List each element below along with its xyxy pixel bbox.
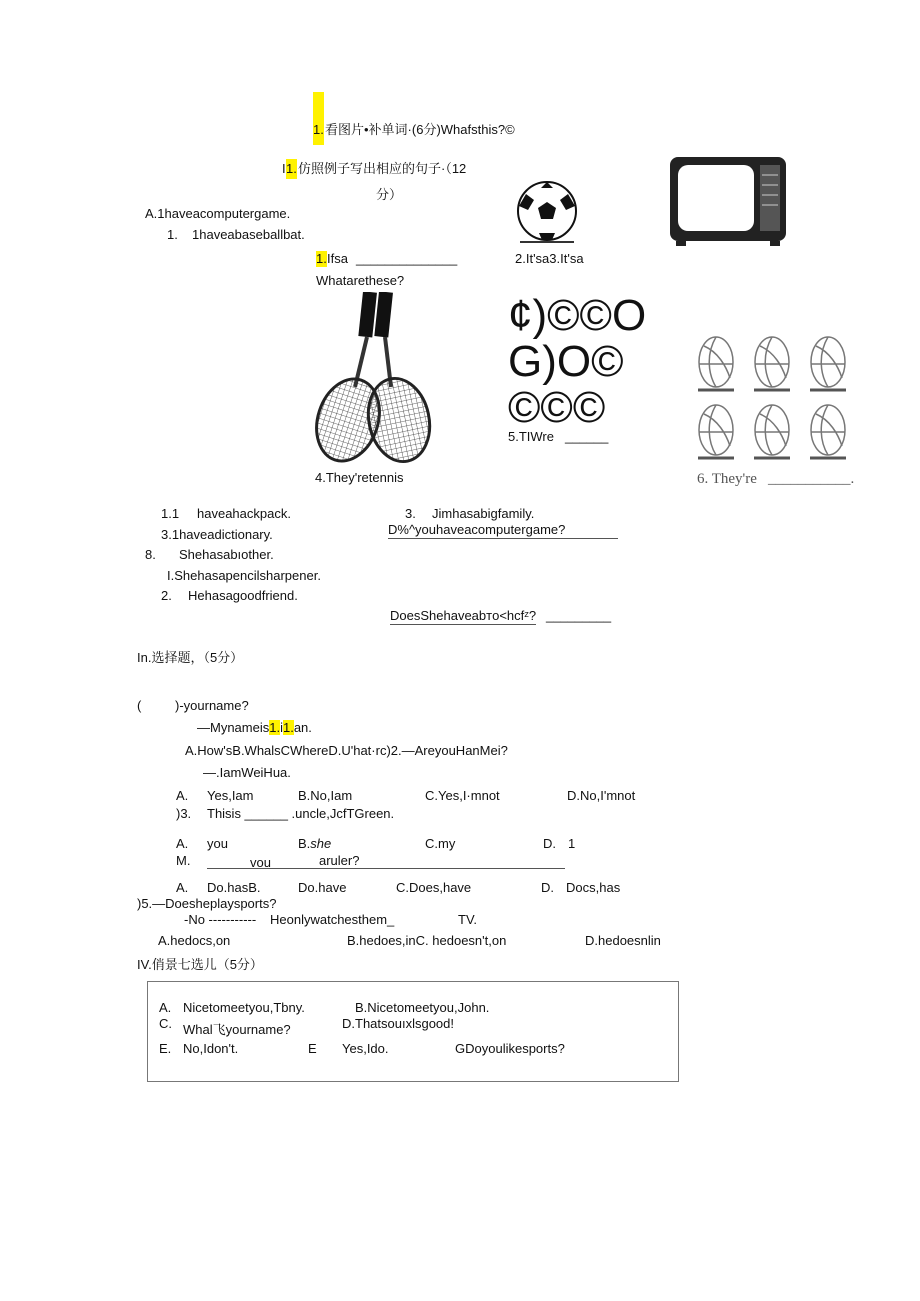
rewrite-1: haveahackpack. (197, 506, 291, 521)
rewrite-3-num: 8. (145, 547, 156, 562)
box-b: B.Nicetomeetyou,John. (355, 1000, 490, 1015)
rewrite-r3-blank[interactable]: _________ (546, 608, 612, 623)
soccer-ball-image (514, 180, 580, 246)
box-a-label: A. (159, 1000, 172, 1015)
mc-q4-opt-a[interactable]: Do.hasB. (207, 880, 261, 895)
mc-q5: )5.—Doesheplaysports? (137, 896, 277, 911)
mc-q5-answer-2: Heonlywatchesthem_ (270, 912, 395, 927)
q1-blank[interactable]: ______________ (356, 251, 458, 266)
rewrite-5: Hehasagoodfriend. (188, 588, 298, 603)
rewrite-r1: Jimhasabigfamily. (432, 506, 535, 521)
tv-image (668, 155, 790, 247)
mc-q4-opt-b[interactable]: Do.have (298, 880, 347, 895)
section2-title: 仿照例子写出相应的句子·（12 (298, 161, 467, 176)
mc-q3-opt-d[interactable]: 1 (568, 836, 576, 851)
q1-text: Ifsa (327, 251, 348, 266)
basketballs-image (696, 334, 856, 466)
mc-q3-opt-label: A. (176, 836, 189, 851)
q5-text: 5.TIWre (508, 429, 554, 444)
box-f: Yes,Ido. (342, 1041, 389, 1056)
box-c: Whal飞yourname? (183, 1022, 291, 1037)
mc-q2-opt-c[interactable]: C.Yes,I·mnot (425, 788, 500, 803)
mc-q4-rest: aruler? (319, 853, 360, 868)
rewrite-2: 3.1haveadictionary. (161, 527, 273, 542)
mc-q2-opt-d[interactable]: D.No,I'mnot (567, 788, 636, 803)
mc-q4-you: vou (250, 855, 271, 870)
rewrite-r3[interactable]: DoesShehaveabтo<hcfᶻ? (390, 608, 537, 623)
section4-title: IV.俏景七选儿（5分） (137, 957, 263, 972)
mc-q5-tv: TV. (458, 912, 478, 927)
section3-title: In.选择题，（5分） (137, 650, 244, 665)
mc-q2-answer: —.IamWeiHua. (203, 765, 291, 780)
symbols-row-3: ©©© (508, 383, 606, 432)
rewrite-r2[interactable]: D%^youhaveacomputergame? (388, 522, 618, 539)
mc-q5-answer: -No ----------- (184, 912, 260, 927)
example-1: 1haveabaseballbat. (192, 227, 305, 242)
mc-q1: )-yourname? (175, 698, 249, 713)
what-are-these: Whatarethese? (316, 273, 405, 288)
opt-b-text: she (310, 836, 332, 851)
box-g: GDoyoulikesports? (455, 1041, 565, 1056)
q1-num: 1. (316, 251, 327, 266)
q6-blank[interactable]: ___________. (768, 471, 855, 487)
example-a: A.1haveacomputergame. (145, 206, 291, 221)
q5-blank[interactable]: ______ (565, 429, 609, 444)
section1-num: 1. (313, 122, 324, 137)
mc-q4-opt-c[interactable]: C.Does,have (396, 880, 472, 895)
section1-title: 看图片•补单词·(6分)Whafsthis?© (325, 122, 515, 137)
answer-post: an. (293, 720, 312, 735)
mc-q4-num: M. (176, 853, 191, 868)
box-d: D.Thatsouıxlsgood! (342, 1016, 455, 1031)
mc-q4-opt-d[interactable]: Docs,has (566, 880, 621, 895)
example-1-num: 1. (167, 227, 178, 242)
rewrite-5-num: 2. (161, 588, 172, 603)
mc-q5-opt-a[interactable]: A.hedocs,on (158, 933, 231, 948)
mc-q5-opt-d[interactable]: D.hedoesnlin (585, 933, 661, 948)
mc-q3-opt-b[interactable] (298, 836, 331, 852)
mc-q1-options: A.How'sB.WhalsCWhereD.U'hat·rc)2.—AreyouHanMei? (185, 743, 508, 758)
box-f-label: E (308, 1041, 317, 1056)
mc-q1-paren: ( (137, 698, 142, 713)
opt-b-label: B. (298, 836, 311, 851)
mc-q3-num: )3. (176, 806, 192, 821)
mc-q3-opt-c[interactable]: C.my (425, 836, 456, 851)
highlight-1: 1. (269, 720, 281, 735)
rewrite-r1-num: 3. (405, 506, 416, 521)
box-c-label: C. (159, 1016, 172, 1031)
box-e-label: E. (159, 1041, 172, 1056)
symbols-row-2: G)O© (508, 337, 624, 386)
mc-q3-opt-d-label: D. (543, 836, 556, 851)
answer-pre: —Mynameis (197, 720, 270, 735)
tennis-rackets-image (315, 292, 433, 464)
highlight-2: 1. (282, 720, 294, 735)
section2-title-cont: 分） (376, 187, 403, 202)
answer-mid: i (280, 720, 283, 735)
rewrite-4: I.Shehasapencilsharpener. (167, 568, 321, 583)
mc-q2-opt-a[interactable]: Yes,Iam (207, 788, 254, 803)
section2-prefix: I (282, 161, 286, 176)
symbols-row-1: ¢)©©O (508, 291, 647, 340)
mc-q4-opt-d-label: D. (541, 880, 554, 895)
box-e: No,Idon't. (183, 1041, 239, 1056)
mc-q4-opt-label: A. (176, 880, 189, 895)
q4-text: 4.They'retennis (315, 470, 404, 485)
mc-q2-opt-label: A. (176, 788, 189, 803)
mc-q3: Thisis ______ .uncle,JcfTGreen. (207, 806, 395, 821)
q6-text: 6. They're (697, 471, 757, 487)
q2-q3-text: 2.It'sa3.It'sa (515, 251, 584, 266)
mc-q1-answer (197, 720, 312, 736)
mc-q3-opt-a[interactable]: you (207, 836, 228, 851)
mc-q5-opt-bc[interactable]: B.hedoes,inC. hedoesn't,on (347, 933, 507, 948)
section2-num: 1. (286, 159, 297, 179)
rewrite-3: Shehasabıother. (179, 547, 274, 562)
mc-q2-opt-b[interactable]: B.No,Iam (298, 788, 353, 803)
box-a: Nicetomeetyou,Tbny. (183, 1000, 305, 1015)
rewrite-1-num: 1.1 (161, 506, 180, 521)
